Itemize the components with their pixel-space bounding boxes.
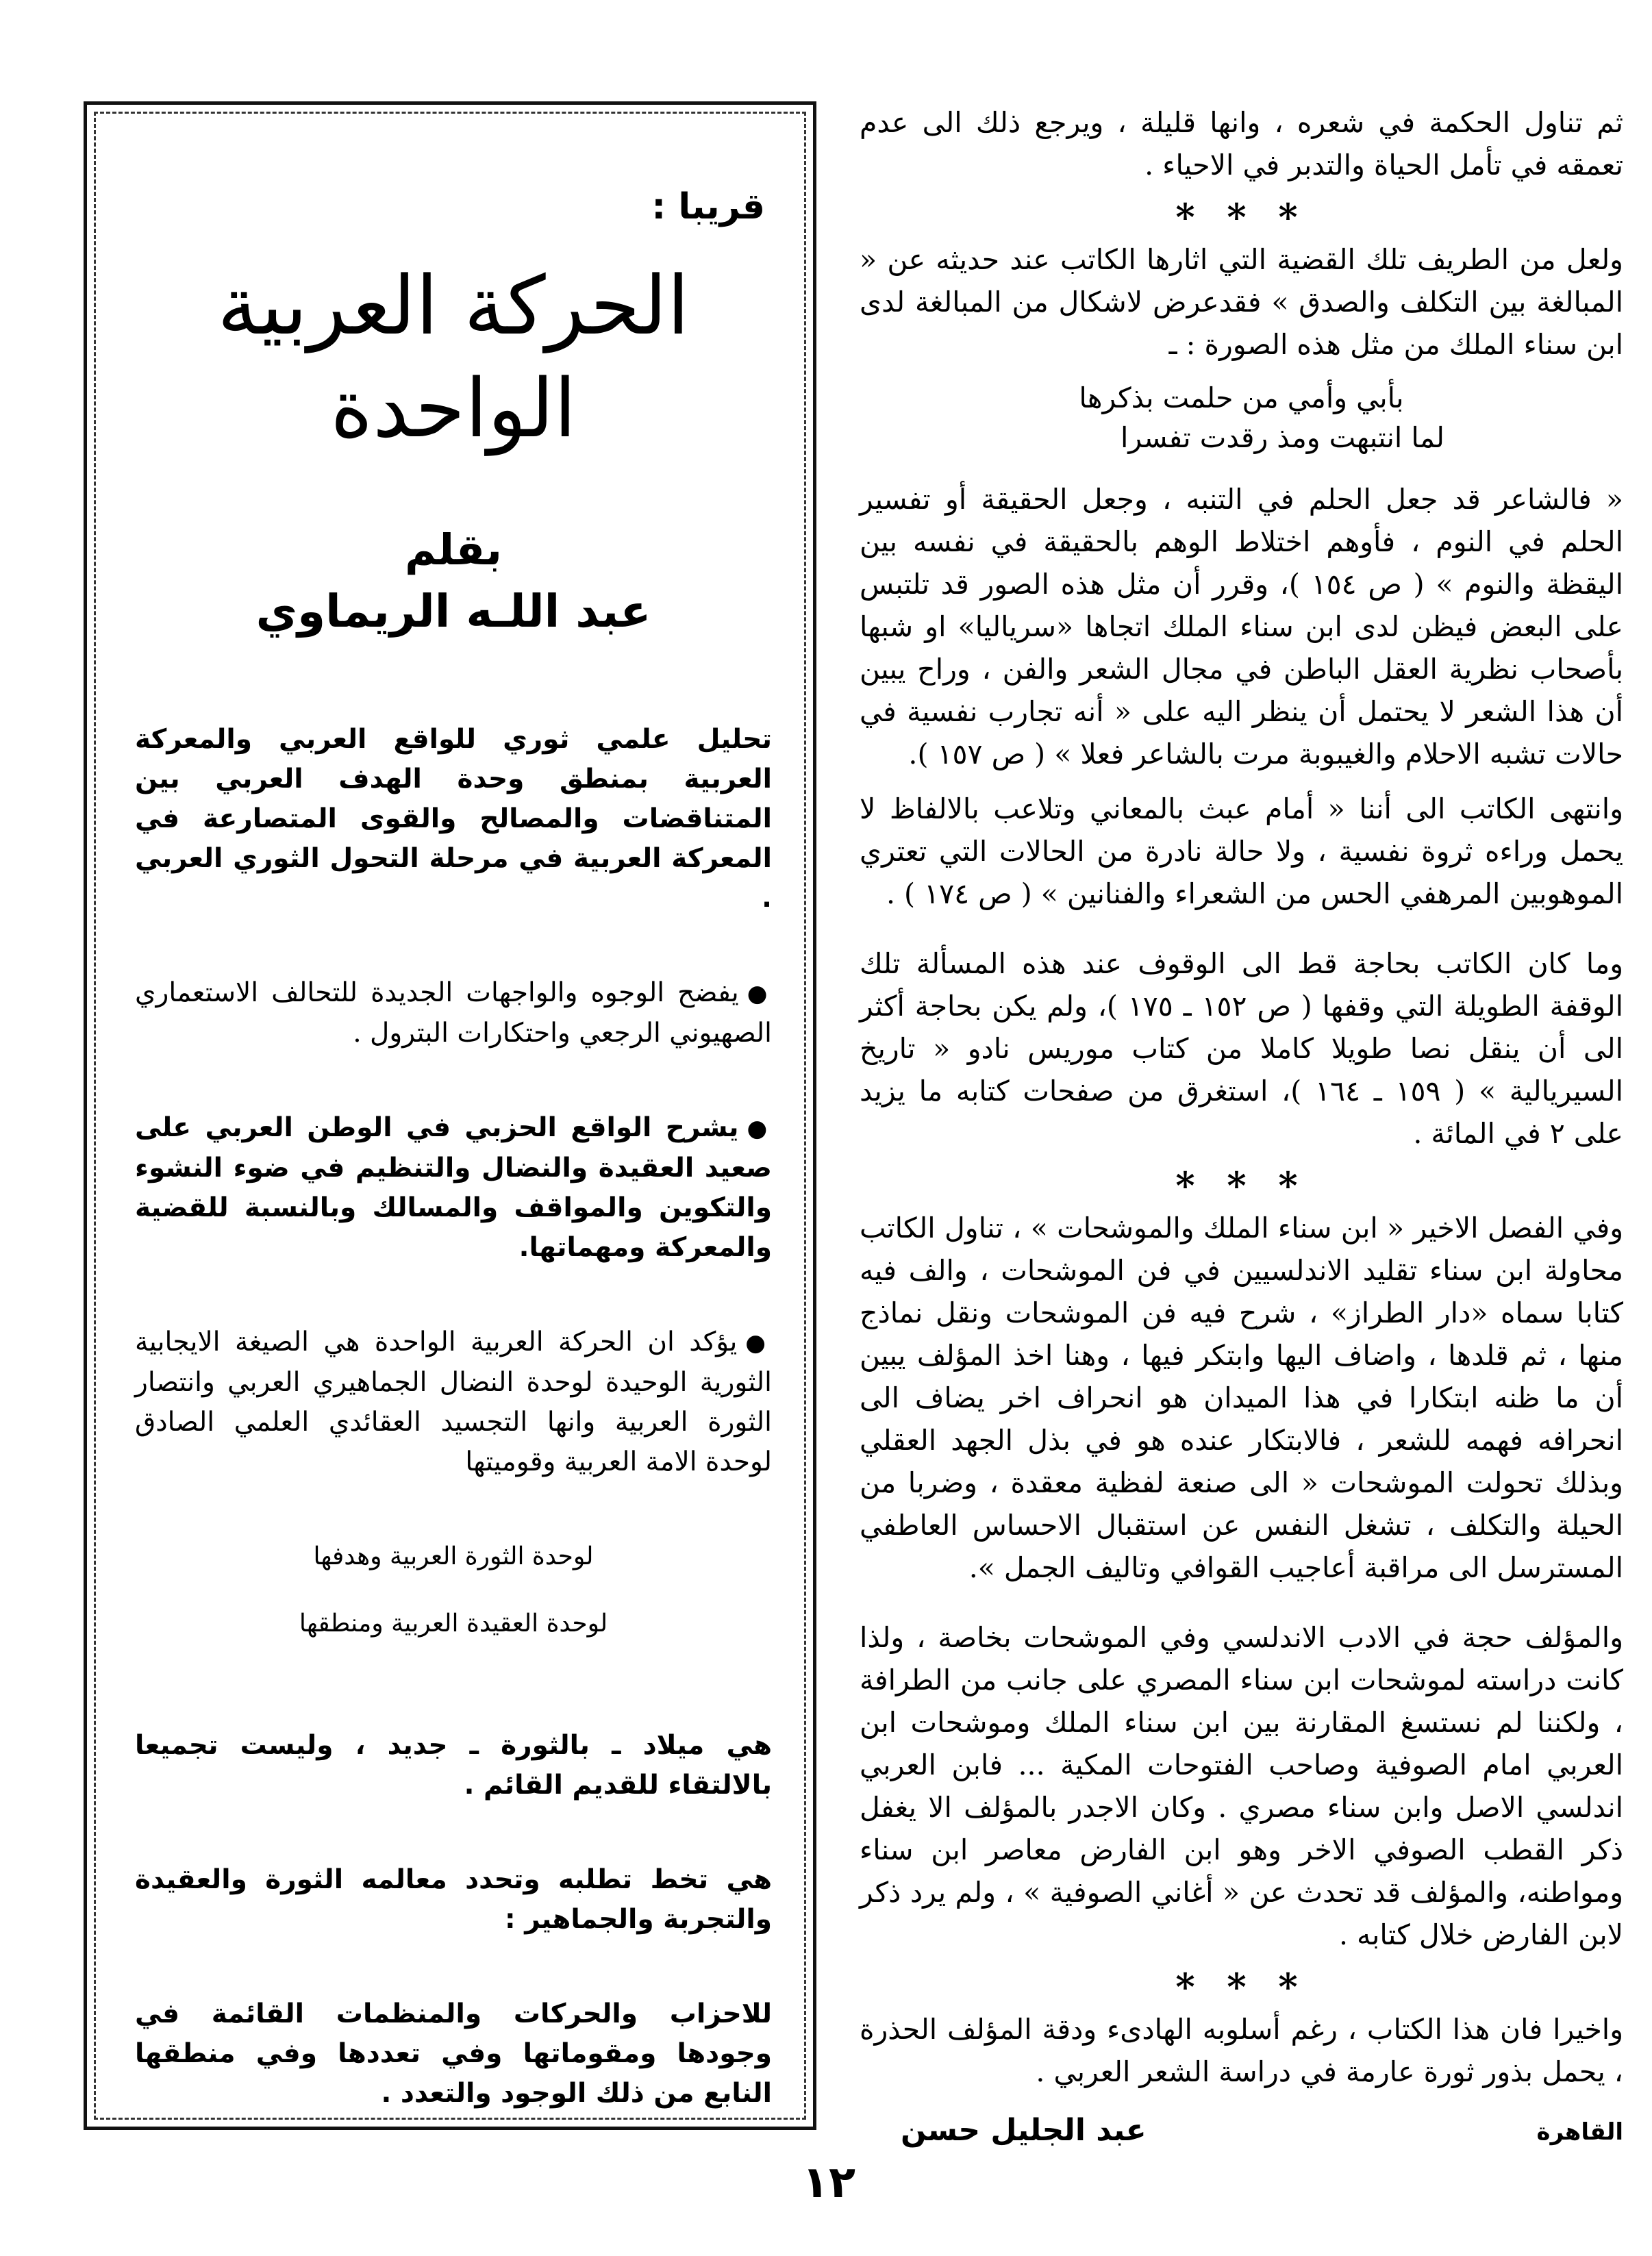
review-paragraph: ولعل من الطريف تلك القضية التي اثارها الكاتب عند حديثه عن « المبالغة بين التكلف والصدق » فقدعرض لاشكال من المبالغة لدى ابن سناء الملك من مثل هذه الصورة : ـ (860, 243, 1623, 361)
review-column (860, 101, 1623, 2105)
verse-line: لما انتبهت ومذ رقدت تفسرا (1120, 421, 1445, 454)
review-paragraph: وانتهى الكاتب الى أننا « أمام عبث بالمعاني وتلاعب بالالفاظ لا يحمل وراءه ثروة نفسية ، ولا حالة نادرة من الحالات التي تعتري الموهوبين المرهفي الحس من الشعراء والفنانين » ( ص ١٧٤ ) . (860, 792, 1623, 910)
verse-line: بأبي وأمي من حلمت بذكرها (1079, 381, 1404, 414)
poem-verse (860, 378, 1623, 458)
review-paragraph: ثم تناول الحكمة في شعره ، وانها قليلة ، ويرجع ذلك الى عدم تعمقه في تأمل الحياة والتدبر في الاحياء . (860, 106, 1623, 181)
bullet-point (135, 1108, 772, 1268)
review-paragraph: وفي الفصل الاخير « ابن سناء الملك والموشحات » ، تناول الكاتب محاولة ابن سناء تقليد الاندلسيين في فن الموشحات ، والف فيه كتابا سماه «دار الطراز» ، شرح فيه فن الموشحات ونقل نماذج منها ، ثم قلدها ، واضاف اليها وابتكر فيها ، وهنا اخذ المؤلف يبين أن ما ظنه ابتكارا في هذا الميدان هو انحراف اخر يضاف الى انحرافه فهمه للشعر ، فالابتكار عنده هو في بذل الجهد العقلي وبذلك تحولت الموشحات « الى صنعة لفظية معقدة ، وضربا من الحيلة والتكلف ، تشغل النفس عن استقبال الاحساس العاطفي المسترسل الى مراقبة أعاجيب القوافي وتاليف الجمل ». (860, 1212, 1623, 1584)
bullet-text: يشرح الواقع الحزبي في الوطن العربي على صعيد العقيدة والنضال والتنظيم في ضوء النشوء والتكوين والمواقف والمسالك وبالنسبة للقضية والمعركة ومهماتها. (135, 1112, 772, 1263)
by-label: بقلم (405, 525, 502, 575)
slogan-line: لوحدة العقيدة العربية ومنطقها (299, 1609, 608, 1638)
review-paragraph: وما كان الكاتب بحاجة قط الى الوقوف عند هذه المسألة تلك الوقفة الطويلة التي وقفها ( ص ١٥٢ ـ ١٧٥ )، ولم يكن بحاجة أكثر الى أن ينقل نصا طويلا كاملا من كتاب موريس نادو « تاريخ السيريالية » ( ١٥٩ ـ ١٦٤ )، استغرق من صفحات كتابه ما يزيد على ٢ في المائة . (860, 947, 1624, 1150)
bullet-dot-icon (737, 1327, 772, 1357)
bullet-dot-icon (738, 1112, 772, 1143)
review-paragraph: « فالشاعر قد جعل الحلم في التنبه ، وجعل الحقيقة أو تفسير الحلم في النوم ، فأوهم اختلاط الوهم بالحقيقة في نفسه بين اليقظة والنوم » ( ص ١٥٤ )، وقرر أن مثل هذه الصور قد تلتبس على البعض فيظن لدى ابن سناء الملك اتجاها «سرياليا» او شبها بأصحاب نظرية العقل الباطن في مجال الشعر والفن ، وراح يبين أن هذا الشعر لا يحتمل أن ينظر اليه على « أنه تجارب نفسية في حالات تشبه الاحلام والغيبوبة مرت بالشاعر فعلا » ( ص ١٥٧ ). (860, 483, 1624, 770)
bullet-point (135, 1323, 772, 1482)
review-author: عبد الجليل حسن (901, 2113, 1147, 2148)
announcement-paragraph: هي تخط تطلبه وتحدد معالمه الثورة والعقيدة والتجربة والجماهير : (135, 1864, 772, 1935)
book-author: عبد اللـه الريماوي (255, 585, 651, 638)
bullet-point (135, 973, 772, 1053)
book-announcement-box (84, 101, 816, 2130)
review-signature (860, 2113, 1623, 2161)
bullet-text: يؤكد ان الحركة العربية الواحدة هي الصيغة الايجابية الثورية الوحيدة لوحدة النضال الجماهيري العربي وانتصار الثورة العربية وانها التجسيد العقائدي العلمي الصادق لوحدة الامة العربية وقوميتها (135, 1327, 772, 1477)
book-intro: تحليل علمي ثوري للواقع العربي والمعركة العربية بمنطق وحدة الهدف العربي بين المتناقضات والمصالح والقوى المتصارعة في المعركة العربية في مرحلة التحول الثوري العربي . (135, 724, 772, 914)
review-place: القاهرة (1536, 2118, 1623, 2146)
bullet-text: يفضح الوجوه والواجهات الجديدة للتحالف الاستعماري الصهيوني الرجعي واحتكارات البترول . (135, 977, 772, 1049)
announcement-paragraph: هي ميلاد ـ بالثورة ـ جديد ، وليست تجميعا بالالتقاء للقديم القائم . (135, 1730, 772, 1801)
section-divider-stars: * * * (1175, 195, 1307, 239)
book-title: الحركة العربية الواحدة (217, 258, 690, 455)
announcement-content (135, 187, 772, 2168)
page-number: ١٢ (801, 2157, 856, 2208)
section-divider-stars: * * * (1175, 1965, 1307, 2009)
bullet-dot-icon (739, 977, 772, 1008)
section-divider-stars: * * * (1175, 1164, 1307, 1207)
review-paragraph: واخيرا فان هذا الكتاب ، رغم أسلوبه الهادىء ودقة المؤلف الحذرة ، يحمل بذور ثورة عارمة في دراسة الشعر العربي . (860, 2013, 1623, 2088)
announcement-paragraph: للاحزاب والحركات والمنظمات القائمة في وجودها ومقوماتها وفي تعددها وفي منطقها النابع من ذلك الوجود والتعدد . (135, 1998, 772, 2109)
coming-soon-label: قريبا : (651, 186, 765, 227)
review-paragraph: والمؤلف حجة في الادب الاندلسي وفي الموشحات بخاصة ، ولذا كانت دراسته لموشحات ابن سناء المصري على جانب من الطرافة ، ولكننا لم نستسغ المقارنة بين ابن سناء الملك وموشحات ابن العربي امام الصوفية وصاحب الفتوحات المكية ... فابن العربي اندلسي الاصل وابن سناء مصري . وكان الاجدر بالمؤلف الا يغفل ذكر القطب الصوفي الاخر وهو ابن الفارض معاصر ابن سناء ومواطنه، والمؤلف قد تحدث عن « أغاني الصوفية » ، ولم يرد ذكر لابن الفارض خلال كتابه . (860, 1621, 1623, 1951)
slogan-line: لوحدة الثورة العربية وهدفها (313, 1542, 594, 1570)
